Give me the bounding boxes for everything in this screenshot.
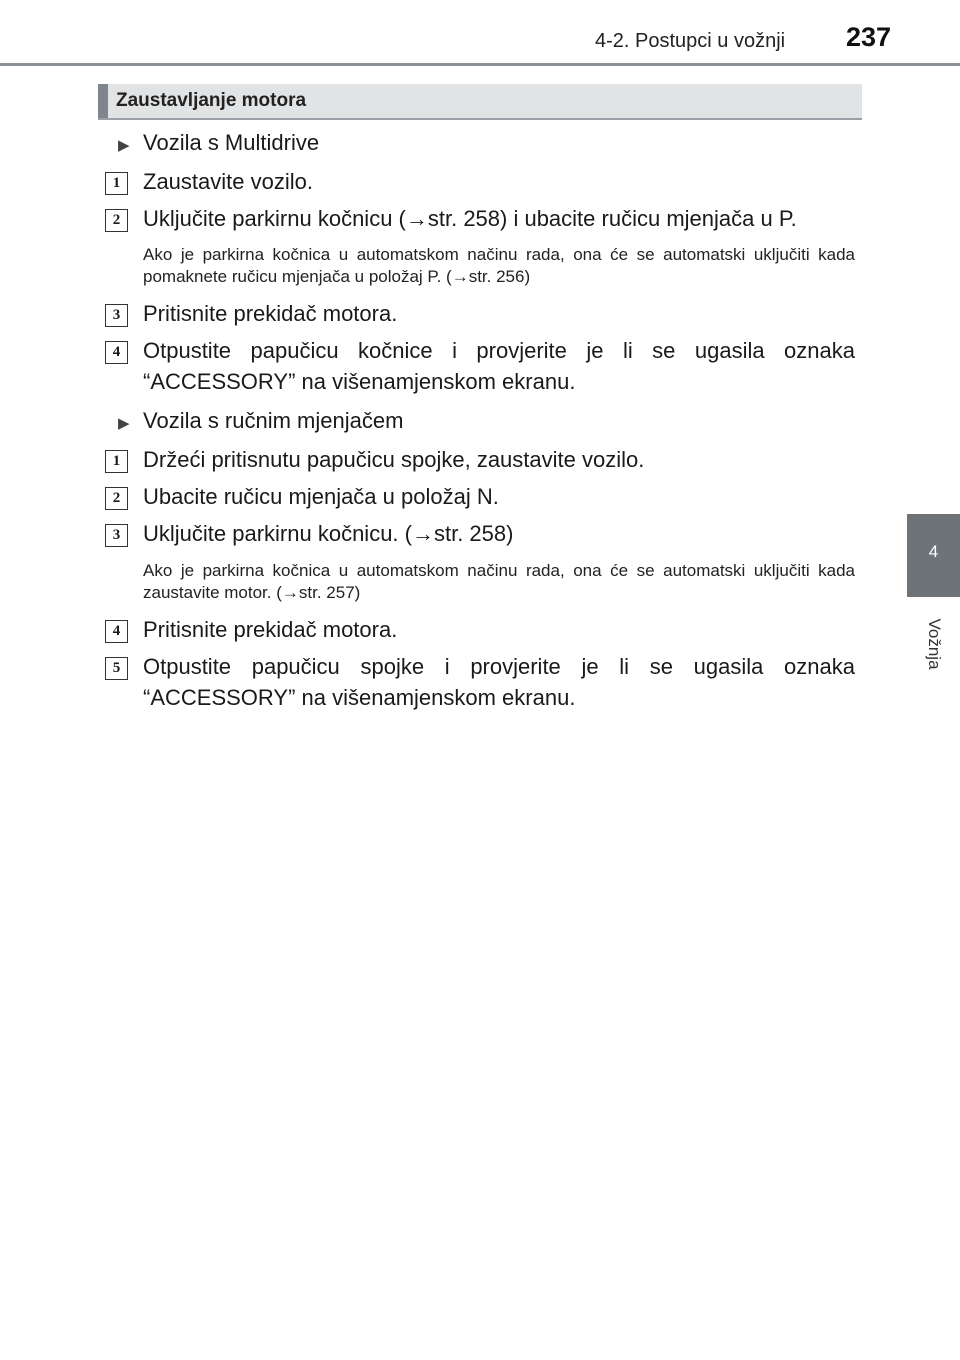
group-heading-text: Vozila s ručnim mjenjačem xyxy=(143,408,404,433)
step-text: Pritisnite prekidač motora. xyxy=(143,301,398,326)
step-number: 3 xyxy=(105,524,128,547)
step-text: Uključite parkirnu kočnicu (→str. 258) i ubacite ručicu mjenjača u P. xyxy=(143,206,797,231)
group-heading-text: Vozila s Multidrive xyxy=(143,130,320,155)
step-number: 4 xyxy=(105,620,128,643)
step-text: Zaustavite vozilo. xyxy=(143,169,313,194)
section-bar-accent xyxy=(98,84,108,118)
chapter-label: Vožnja xyxy=(925,618,944,670)
page-number: 237 xyxy=(846,22,892,52)
step-number: 2 xyxy=(105,487,128,510)
note-text: Ako je parkirna kočnica u automatskom načinu rada, ona će se automatski uključiti kada zaustavite motor. (→str. 257) xyxy=(143,561,855,602)
step-text: Otpustite papučicu spojke i provjerite je li se ugasila oznaka “ACCESSORY” na višenamjenskom ekranu. xyxy=(143,654,855,710)
right-triangle-icon: ▶ xyxy=(118,137,130,154)
step-text: Ubacite ručicu mjenjača u položaj N. xyxy=(143,484,499,509)
chapter-tab xyxy=(907,514,960,597)
step-number: 2 xyxy=(105,209,128,232)
section-title: Zaustavljanje motora xyxy=(116,90,307,111)
step-text: Otpustite papučicu kočnice i provjerite je li se ugasila oznaka “ACCESSORY” na višenamjenskom ekranu. xyxy=(143,338,855,394)
running-header-section: 4-2. Postupci u vožnji xyxy=(595,30,786,52)
step-number: 1 xyxy=(105,450,128,473)
header-divider xyxy=(0,63,960,66)
section-title-bar xyxy=(98,84,862,120)
step-text: Držeći pritisnutu papučicu spojke, zaustavite vozilo. xyxy=(143,447,645,472)
step-number: 4 xyxy=(105,341,128,364)
step-number: 3 xyxy=(105,304,128,327)
right-triangle-icon: ▶ xyxy=(118,415,130,432)
step-number: 1 xyxy=(105,172,128,195)
step-number: 5 xyxy=(105,657,128,680)
step-text: Uključite parkirnu kočnicu. (→str. 258) xyxy=(143,521,514,546)
note-text: Ako je parkirna kočnica u automatskom načinu rada, ona će se automatski uključiti kada pomaknete ručicu mjenjača u položaj P. (→str. 256) xyxy=(143,245,855,286)
chapter-number: 4 xyxy=(928,542,939,561)
step-text: Pritisnite prekidač motora. xyxy=(143,617,398,642)
